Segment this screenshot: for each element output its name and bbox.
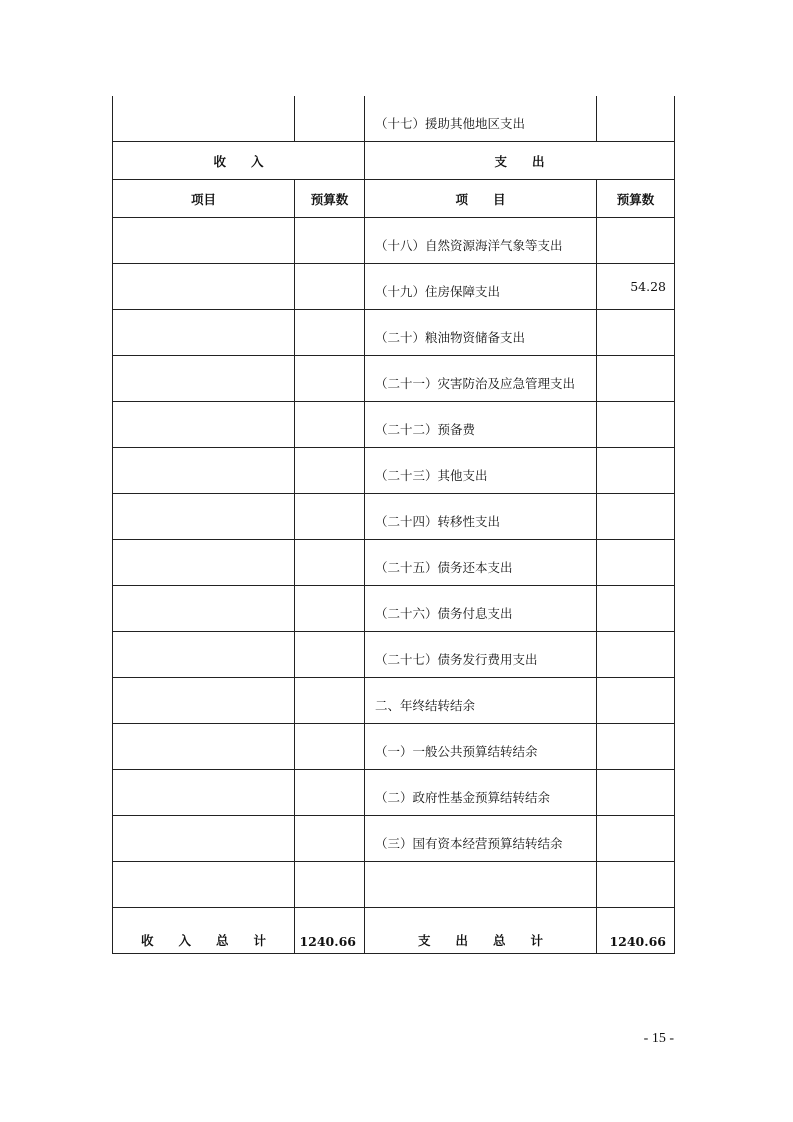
table-row (113, 540, 675, 586)
income-amount-cell (295, 494, 365, 540)
expenditure-item-cell: （二十一）灾害防治及应急管理支出 (365, 356, 597, 402)
expenditure-item-cell: （二十三）其他支出 (365, 448, 597, 494)
income-item-cell (113, 816, 295, 862)
table-row (113, 862, 675, 908)
income-item-cell (113, 218, 295, 264)
income-item-cell (113, 448, 295, 494)
income-amount-cell (295, 540, 365, 586)
table-row (113, 264, 675, 310)
income-item-cell (113, 96, 295, 142)
table-body (113, 218, 675, 908)
table-row (113, 96, 675, 142)
income-item-cell (113, 586, 295, 632)
income-amount-cell (295, 678, 365, 724)
total-row (113, 908, 675, 954)
expenditure-amount-cell (597, 632, 675, 678)
expenditure-amount-cell (597, 816, 675, 862)
column-header-row (113, 180, 675, 218)
expenditure-amount-cell (597, 356, 675, 402)
income-amount-cell (295, 632, 365, 678)
expenditure-item-cell: 二、年终结转结余 (365, 678, 597, 724)
expenditure-item-cell: （一）一般公共预算结转结余 (365, 724, 597, 770)
expenditure-total-amount: 1240.66 (597, 908, 675, 954)
expenditure-amount-cell (597, 402, 675, 448)
table-row (113, 632, 675, 678)
expenditure-amount-cell (597, 862, 675, 908)
expenditure-item-cell: （十八）自然资源海洋气象等支出 (365, 218, 597, 264)
income-amount-cell (295, 724, 365, 770)
income-amount-cell (295, 356, 365, 402)
table-row (113, 402, 675, 448)
expenditure-item-cell: （二十）粮油物资储备支出 (365, 310, 597, 356)
expenditure-item-cell: （二十四）转移性支出 (365, 494, 597, 540)
expenditure-item-cell: （二十二）预备费 (365, 402, 597, 448)
income-item-header: 项目 (113, 180, 295, 218)
income-total-label: 收 入 总 计 (113, 908, 295, 954)
income-amount-cell (295, 770, 365, 816)
income-item-cell (113, 540, 295, 586)
table-row (113, 448, 675, 494)
expenditure-amount-cell (597, 494, 675, 540)
table-row (113, 356, 675, 402)
income-item-cell (113, 264, 295, 310)
income-amount-cell (295, 448, 365, 494)
income-amount-header: 预算数 (295, 180, 365, 218)
expenditure-item-cell: （十七）援助其他地区支出 (365, 96, 597, 142)
income-item-cell (113, 632, 295, 678)
expenditure-section-header: 支 出 (365, 142, 675, 180)
expenditure-amount-cell (597, 310, 675, 356)
income-total-amount: 1240.66 (295, 908, 365, 954)
page-number: - 15 - (643, 1031, 674, 1046)
expenditure-item-cell (365, 862, 597, 908)
income-amount-cell (295, 816, 365, 862)
table-row (113, 724, 675, 770)
income-item-cell (113, 356, 295, 402)
expenditure-amount-cell: 54.28 (597, 264, 675, 310)
table-row (113, 310, 675, 356)
expenditure-amount-header: 预算数 (597, 180, 675, 218)
income-item-cell (113, 770, 295, 816)
table-row (113, 770, 675, 816)
income-item-cell (113, 310, 295, 356)
expenditure-amount-cell (597, 770, 675, 816)
income-amount-cell (295, 862, 365, 908)
table-row (113, 816, 675, 862)
income-item-cell (113, 862, 295, 908)
table-row (113, 586, 675, 632)
expenditure-item-header: 项 目 (365, 180, 597, 218)
expenditure-item-cell: （二十五）债务还本支出 (365, 540, 597, 586)
expenditure-amount-cell (597, 678, 675, 724)
income-item-cell (113, 724, 295, 770)
income-item-cell (113, 402, 295, 448)
table-row (113, 678, 675, 724)
expenditure-total-label: 支 出 总 计 (365, 908, 597, 954)
income-amount-cell (295, 402, 365, 448)
income-amount-cell (295, 264, 365, 310)
income-section-header: 收 入 (113, 142, 365, 180)
section-header-row (113, 142, 675, 180)
expenditure-amount-cell (597, 96, 675, 142)
expenditure-item-cell: （十九）住房保障支出 (365, 264, 597, 310)
income-item-cell (113, 494, 295, 540)
income-amount-cell (295, 310, 365, 356)
table-row (113, 494, 675, 540)
expenditure-amount-cell (597, 448, 675, 494)
income-item-cell (113, 678, 295, 724)
expenditure-item-cell: （二十七）债务发行费用支出 (365, 632, 597, 678)
income-amount-cell (295, 586, 365, 632)
expenditure-item-cell: （三）国有资本经营预算结转结余 (365, 816, 597, 862)
income-amount-cell (295, 218, 365, 264)
expenditure-amount-cell (597, 724, 675, 770)
expenditure-amount-cell (597, 218, 675, 264)
expenditure-item-cell: （二）政府性基金预算结转结余 (365, 770, 597, 816)
expenditure-amount-cell (597, 586, 675, 632)
expenditure-item-cell: （二十六）债务付息支出 (365, 586, 597, 632)
budget-table (112, 96, 675, 954)
income-amount-cell (295, 96, 365, 142)
table-row (113, 218, 675, 264)
expenditure-amount-cell (597, 540, 675, 586)
